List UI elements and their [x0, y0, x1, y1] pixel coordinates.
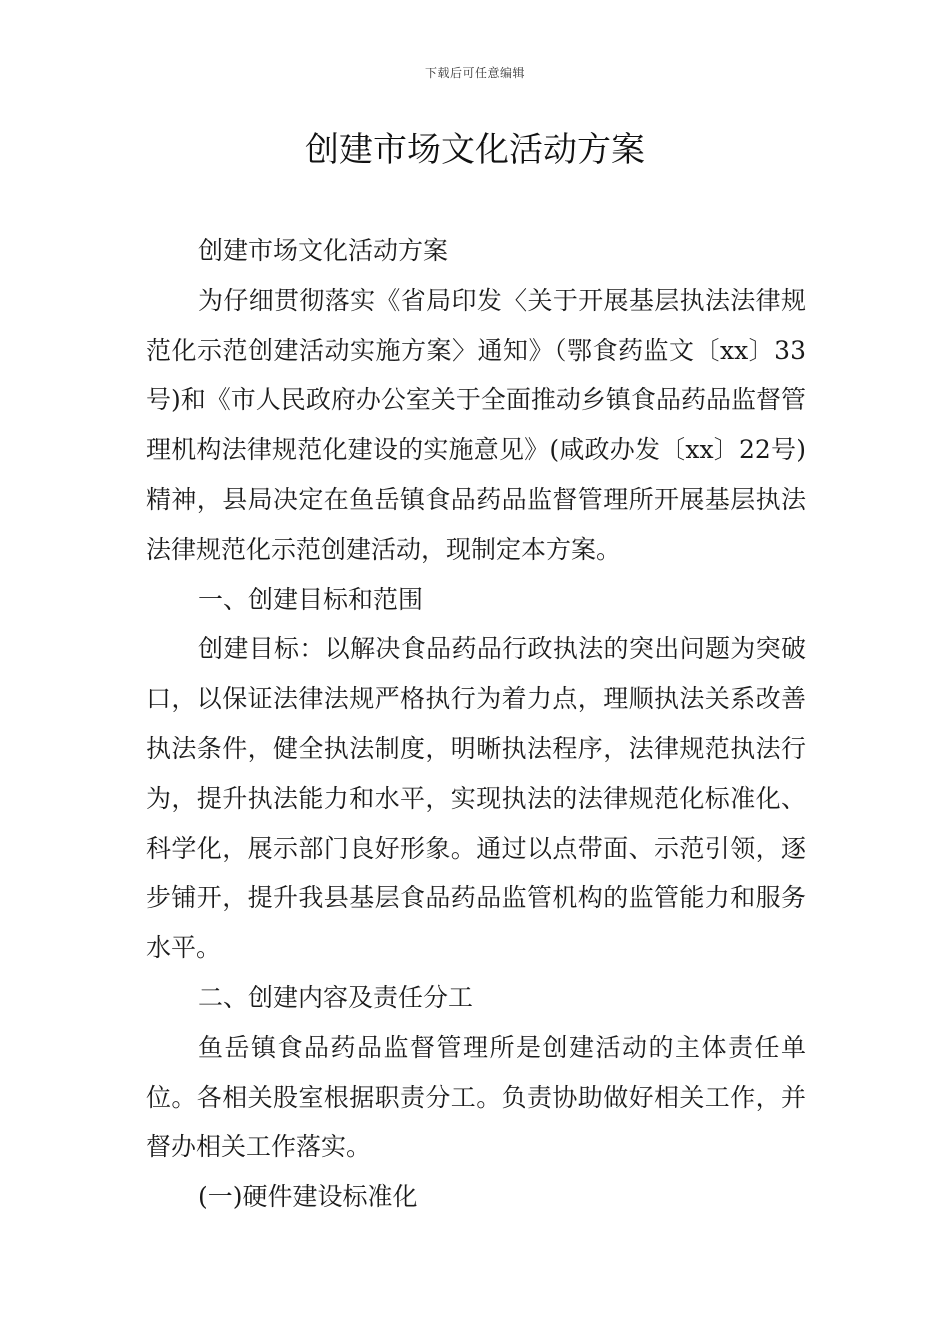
- paragraph-responsibility: 鱼岳镇食品药品监督管理所是创建活动的主体责任单位。各相关股室根据职责分工。负责协助做好相关工作，并督办相关工作落实。: [146, 1032, 806, 1162]
- paragraph-subtitle: 创建市场文化活动方案: [198, 236, 449, 265]
- paragraph-intro: 为仔细贯彻落实《省局印发〈关于开展基层执法法律规范化示范创建活动实施方案〉通知》（鄂食药监文〔xx〕33号)和《市人民政府办公室关于全面推动乡镇食品药品监督管理机构法律规范化建设的实施意见》(咸政办发〔xx〕22号)精神，县局决定在鱼岳镇食品药品监督管理所开展基层执法法律规范化示范创建活动，现制定本方案。: [146, 285, 806, 564]
- subsection-heading-1: (一)硬件建设标准化: [198, 1182, 418, 1212]
- paragraph-goals: 创建目标：以解决食品药品行政执法的突出问题为突破口，以保证法律法规严格执行为着力点，理顺执法关系改善执法条件，健全执法制度，明晰执法程序，法律规范执法行为，提升执法能力和水平，实现执法的法律规范化标准化、科学化，展示部门良好形象。通过以点带面、示范引领，逐步铺开，提升我县基层食品药品监管机构的监管能力和服务水平。: [146, 634, 806, 963]
- header-note: 下载后可任意编辑: [424, 66, 525, 80]
- document-title: 创建市场文化活动方案: [305, 130, 645, 170]
- document-body: [146, 226, 806, 1222]
- section-heading-1: 一、创建目标和范围: [198, 584, 424, 614]
- section-heading-2: 二、创建内容及责任分工: [198, 982, 474, 1012]
